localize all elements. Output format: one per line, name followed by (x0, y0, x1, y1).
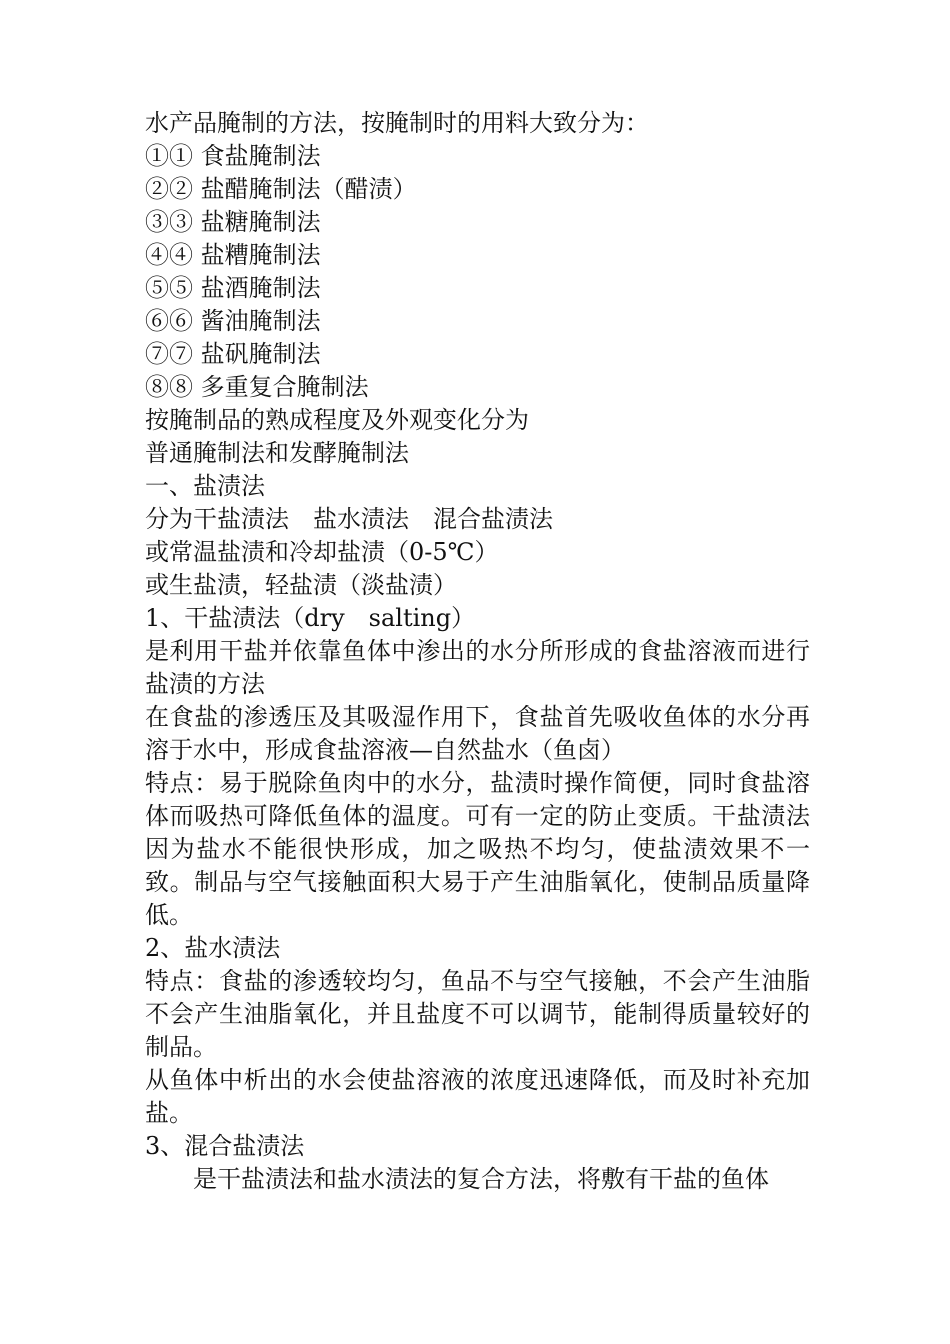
method-item: ②② 盐醋腌制法（醋渍） (145, 175, 417, 203)
paragraph: 是利用干盐并依靠鱼体中渗出的水分所形成的食盐溶液而进行盐渍的方法 (145, 637, 810, 698)
paragraph: 特点：易于脱除鱼肉中的水分，盐渍时操作简便，同时食盐溶体而吸热可降低鱼体的温度。可有一定的防止变质。干盐渍法因为盐水不能很快形成，加之吸热不均匀，使盐渍效果不一致。制品与空气接触面积大易于产生油脂氧化，使制品质量降低。 (145, 769, 810, 929)
paragraph: 从鱼体中析出的水会使盐溶液的浓度迅速降低，而及时补充加盐。 (145, 1066, 810, 1127)
paragraph: 在食盐的渗透压及其吸湿作用下，食盐首先吸收鱼体的水分再溶于水中，形成食盐溶液—自然盐水（鱼卤） (145, 703, 810, 764)
paragraph: 特点：食盐的渗透较均匀，鱼品不与空气接触，不会产生油脂不会产生油脂氧化，并且盐度不可以调节，能制得质量较好的制品。 (145, 967, 810, 1061)
method-item: ⑤⑤ 盐酒腌制法 (145, 274, 321, 302)
intro-line: 水产品腌制的方法，按腌制时的用料大致分为： (145, 109, 649, 137)
method-item: ⑧⑧ 多重复合腌制法 (145, 373, 369, 401)
text-line: 或生盐渍，轻盐渍（淡盐渍） (145, 571, 457, 599)
text-line: 分为干盐渍法 盐水渍法 混合盐渍法 (145, 505, 553, 533)
subsection-heading: 3、混合盐渍法 (145, 1132, 305, 1160)
text-line: 或常温盐渍和冷却盐渍（0-5℃） (145, 538, 499, 566)
method-item: ⑦⑦ 盐矾腌制法 (145, 340, 321, 368)
method-item: ⑥⑥ 酱油腌制法 (145, 307, 321, 335)
paragraph: 是干盐渍法和盐水渍法的复合方法，将敷有干盐的鱼体 (193, 1165, 769, 1193)
document-page (145, 107, 810, 1196)
subsection-heading: 1、干盐渍法（dry salting） (145, 604, 476, 632)
subsection-heading: 2、盐水渍法 (145, 934, 281, 962)
text-line: 按腌制品的熟成程度及外观变化分为 (145, 406, 529, 434)
method-item: ①① 食盐腌制法 (145, 142, 321, 170)
section-heading: 一、盐渍法 (145, 472, 265, 500)
text-line: 普通腌制法和发酵腌制法 (145, 439, 409, 467)
method-item: ③③ 盐糖腌制法 (145, 208, 321, 236)
method-item: ④④ 盐糟腌制法 (145, 241, 321, 269)
